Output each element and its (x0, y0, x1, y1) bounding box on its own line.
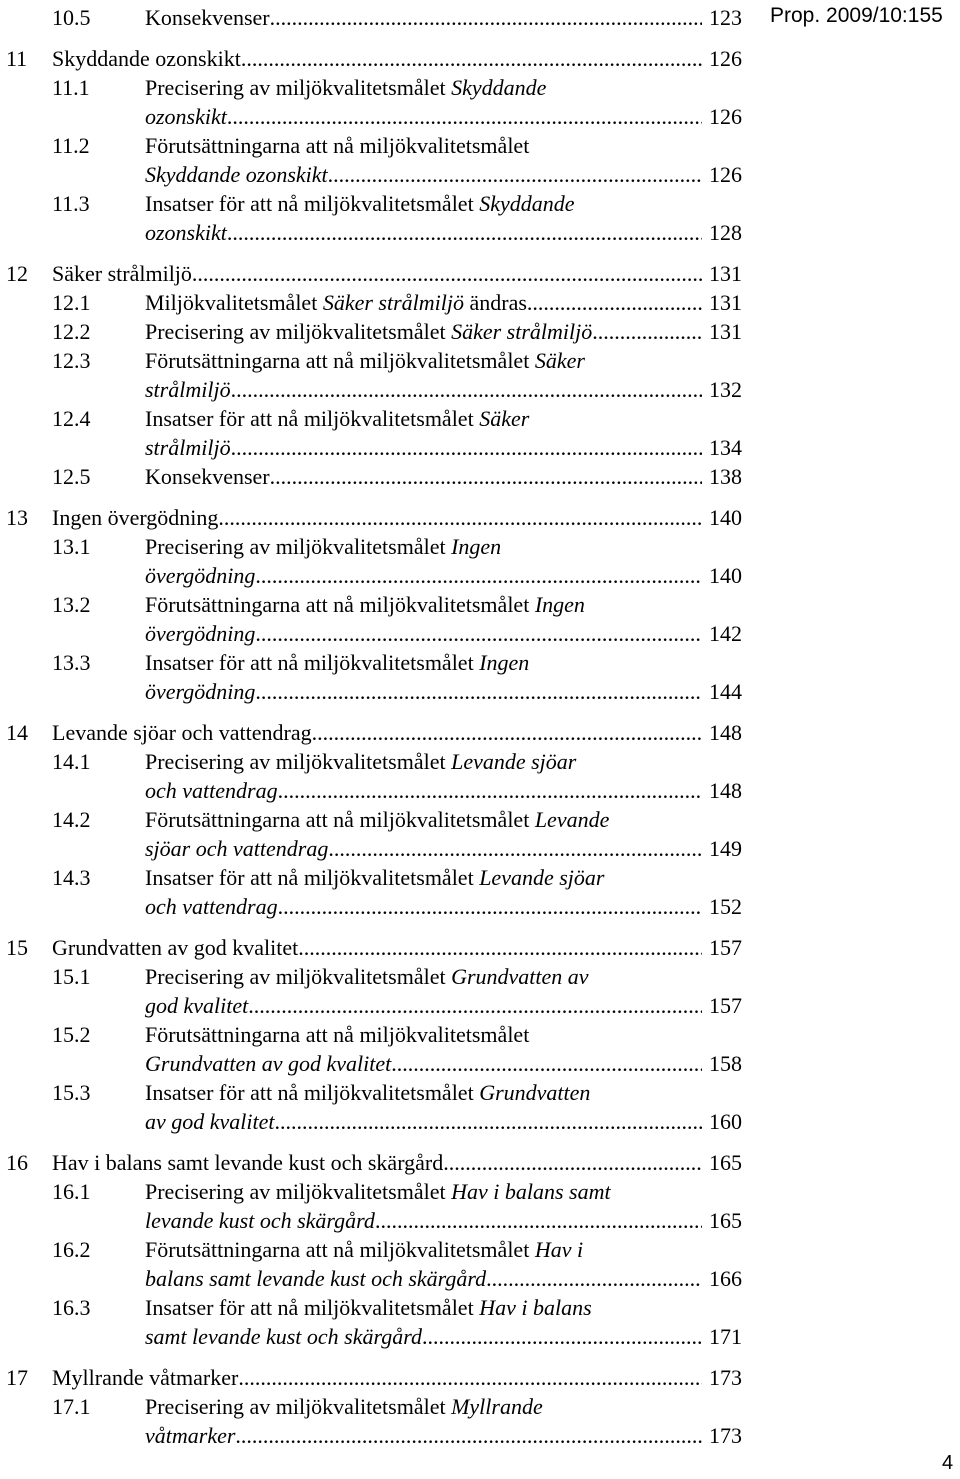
toc-entry-title: sjöar och vattendrag (145, 836, 329, 861)
toc-entry-number: 15.2 (52, 1022, 91, 1047)
toc-page-number: 142 (709, 621, 742, 646)
toc-entry-number: 12.4 (52, 406, 91, 431)
toc-page-number: 134 (709, 435, 742, 460)
page-number: 4 (942, 1452, 954, 1474)
toc-entry-number: 11.3 (52, 191, 90, 216)
toc-entry-title: Ingen övergödning (52, 505, 219, 530)
toc-page-number: 173 (709, 1365, 742, 1390)
toc-page-number: 131 (709, 290, 742, 315)
toc-entry-title: Insatser för att nå miljökvalitetsmålet Ingen (145, 650, 530, 675)
toc-entry-title: övergödning (145, 621, 256, 646)
toc-entry-number: 14.1 (52, 749, 91, 774)
dot-leader (248, 991, 702, 1020)
toc-entry-title: övergödning (145, 563, 256, 588)
toc-page-number: 173 (709, 1423, 742, 1448)
toc-entry-title: Insatser för att nå miljökvalitetsmålet Skyddande (145, 191, 575, 216)
toc-entry-title: balans samt levande kust och skärgård (145, 1266, 487, 1291)
toc-page-number: 132 (709, 377, 742, 402)
toc-entry-title: Konsekvenser (145, 5, 270, 30)
toc-entry-title: Grundvatten av god kvalitet (145, 1051, 392, 1076)
toc-page-number: 140 (709, 505, 742, 530)
toc-page-number: 131 (709, 319, 742, 344)
toc-entry-number: 16.3 (52, 1295, 91, 1320)
toc-page-number: 148 (709, 778, 742, 803)
dot-leader (527, 288, 702, 317)
toc-entry-title: Precisering av miljökvalitetsmålet Hav i balans samt (145, 1179, 611, 1204)
toc-entry-number: 11.1 (52, 75, 90, 100)
toc-entry-number: 11.2 (52, 133, 90, 158)
toc-entry-number: 12.1 (52, 290, 91, 315)
toc-entry-title: Precisering av miljökvalitetsmålet Säker strålmiljö (145, 319, 593, 344)
dot-leader (192, 259, 702, 288)
toc-entry-number: 17.1 (52, 1394, 91, 1419)
toc-page-number: 165 (709, 1208, 742, 1233)
toc-entry-number: 12.5 (52, 464, 91, 489)
toc-entry-number: 17 (6, 1365, 28, 1390)
toc-page-number: 152 (709, 894, 742, 919)
dot-leader (255, 619, 702, 648)
toc-page-number: 157 (709, 993, 742, 1018)
toc-entry-number: 15.1 (52, 964, 91, 989)
toc-entry-title: Förutsättningarna att nå miljökvalitetsmålet Säker (145, 348, 585, 373)
dot-leader (270, 3, 702, 32)
dot-leader (592, 317, 702, 346)
toc-entry-title: Insatser för att nå miljökvalitetsmålet Säker (145, 406, 530, 431)
toc-entry-title: Precisering av miljökvalitetsmålet Levande sjöar (145, 749, 577, 774)
dot-leader (328, 834, 702, 863)
dot-leader (275, 1107, 702, 1136)
toc-page-number: 149 (709, 836, 742, 861)
dot-leader (298, 933, 702, 962)
toc-entry-title: och vattendrag (145, 778, 278, 803)
toc-entry-title: av god kvalitet (145, 1109, 275, 1134)
toc-entry-number: 13.1 (52, 534, 91, 559)
toc-entry-title: Förutsättningarna att nå miljökvalitetsmålet (145, 1022, 530, 1047)
toc-page-number: 128 (709, 220, 742, 245)
dot-leader (486, 1264, 702, 1293)
dot-leader (312, 718, 702, 747)
dot-leader (278, 892, 702, 921)
dot-leader (241, 44, 702, 73)
toc-entry-title: ozonskikt (145, 104, 227, 129)
toc-entry-number: 13.3 (52, 650, 91, 675)
toc-entry-number: 16.2 (52, 1237, 91, 1262)
toc-page-number: 148 (709, 720, 742, 745)
toc-entry-title: ozonskikt (145, 220, 227, 245)
toc-page-number: 140 (709, 563, 742, 588)
dot-leader (255, 561, 702, 590)
toc-entry-number: 14.3 (52, 865, 91, 890)
dot-leader (227, 102, 702, 131)
toc-page-number: 166 (709, 1266, 742, 1291)
toc-entry-title: Insatser för att nå miljökvalitetsmålet Grundvatten (145, 1080, 591, 1105)
toc-entry-number: 13.2 (52, 592, 91, 617)
dot-leader (231, 433, 702, 462)
proposition-label: Prop. 2009/10:155 (770, 4, 943, 27)
toc-entry-number: 13 (6, 505, 28, 530)
dot-leader (328, 160, 702, 189)
toc-entry-title: Insatser för att nå miljökvalitetsmålet Levande sjöar (145, 865, 605, 890)
toc-entry-title: Precisering av miljökvalitetsmålet Ingen (145, 534, 502, 559)
toc-entry-title: Skyddande ozonskikt (145, 162, 328, 187)
toc-page-number: 131 (709, 261, 742, 286)
toc-entry-number: 12 (6, 261, 28, 286)
toc-entry-number: 15 (6, 935, 28, 960)
toc-entry-title: Precisering av miljökvalitetsmålet Grundvatten av (145, 964, 589, 989)
toc-entry-title: Insatser för att nå miljökvalitetsmålet Hav i balans (145, 1295, 592, 1320)
toc-entry-title: Precisering av miljökvalitetsmålet Myllrande (145, 1394, 543, 1419)
dot-leader (227, 218, 702, 247)
toc-entry-title: Förutsättningarna att nå miljökvalitetsmålet Levande (145, 807, 610, 832)
dot-leader (235, 1421, 702, 1450)
dot-leader (231, 375, 702, 404)
toc-entry-title: god kvalitet (145, 993, 249, 1018)
toc-entry-title: Levande sjöar och vattendrag (52, 720, 312, 745)
toc-entry-title: Konsekvenser (145, 464, 270, 489)
toc-entry-number: 15.3 (52, 1080, 91, 1105)
toc-entry-number: 12.3 (52, 348, 91, 373)
toc-entry-title: Precisering av miljökvalitetsmålet Skyddande (145, 75, 547, 100)
toc-entry-title: Förutsättningarna att nå miljökvalitetsmålet (145, 133, 530, 158)
toc-entry-number: 16 (6, 1150, 28, 1175)
toc-entry-title: strålmiljö (145, 377, 231, 402)
toc-entry-title: strålmiljö (145, 435, 231, 460)
dot-leader (391, 1049, 702, 1078)
toc-entry-title: Miljökvalitetsmålet Säker strålmiljö ändras (145, 290, 527, 315)
toc-page-number: 138 (709, 464, 742, 489)
toc-entry-title: Förutsättningarna att nå miljökvalitetsmålet Ingen (145, 592, 585, 617)
dot-leader (238, 1363, 702, 1392)
dot-leader (375, 1206, 702, 1235)
toc-page-number: 123 (709, 5, 742, 30)
toc-page-number: 157 (709, 935, 742, 960)
toc-page-number: 126 (709, 162, 742, 187)
toc-page-number: 165 (709, 1150, 742, 1175)
dot-leader (218, 503, 702, 532)
toc-entry-title: Hav i balans samt levande kust och skärgård (52, 1150, 444, 1175)
toc-page-number: 126 (709, 46, 742, 71)
toc-entry-number: 12.2 (52, 319, 91, 344)
toc-page-number: 144 (709, 679, 742, 704)
toc-entry-number: 14 (6, 720, 28, 745)
toc-entry-title: Skyddande ozonskikt (52, 46, 241, 71)
toc-entry-number: 11 (6, 46, 28, 71)
dot-leader (443, 1148, 702, 1177)
dot-leader (278, 776, 702, 805)
toc-entry-title: och vattendrag (145, 894, 278, 919)
dot-leader (270, 462, 702, 491)
toc-entry-number: 14.2 (52, 807, 91, 832)
toc-entry-number: 10.5 (52, 5, 91, 30)
dot-leader (255, 677, 702, 706)
toc-entry-title: våtmarker (145, 1423, 236, 1448)
toc-entry-title: övergödning (145, 679, 256, 704)
toc-page-number: 158 (709, 1051, 742, 1076)
toc-page-number: 171 (709, 1324, 742, 1349)
toc-entry-number: 16.1 (52, 1179, 91, 1204)
toc-entry-title: Säker strålmiljö (52, 261, 192, 286)
dot-leader (422, 1322, 702, 1351)
toc-entry-title: Myllrande våtmarker (52, 1365, 239, 1390)
toc-entry-title: levande kust och skärgård (145, 1208, 375, 1233)
toc-entry-title: Grundvatten av god kvalitet (52, 935, 299, 960)
toc-page-number: 160 (709, 1109, 742, 1134)
toc-page-number: 126 (709, 104, 742, 129)
toc-entry-title: samt levande kust och skärgård (145, 1324, 422, 1349)
toc-entry-title: Förutsättningarna att nå miljökvalitetsmålet Hav i (145, 1237, 584, 1262)
